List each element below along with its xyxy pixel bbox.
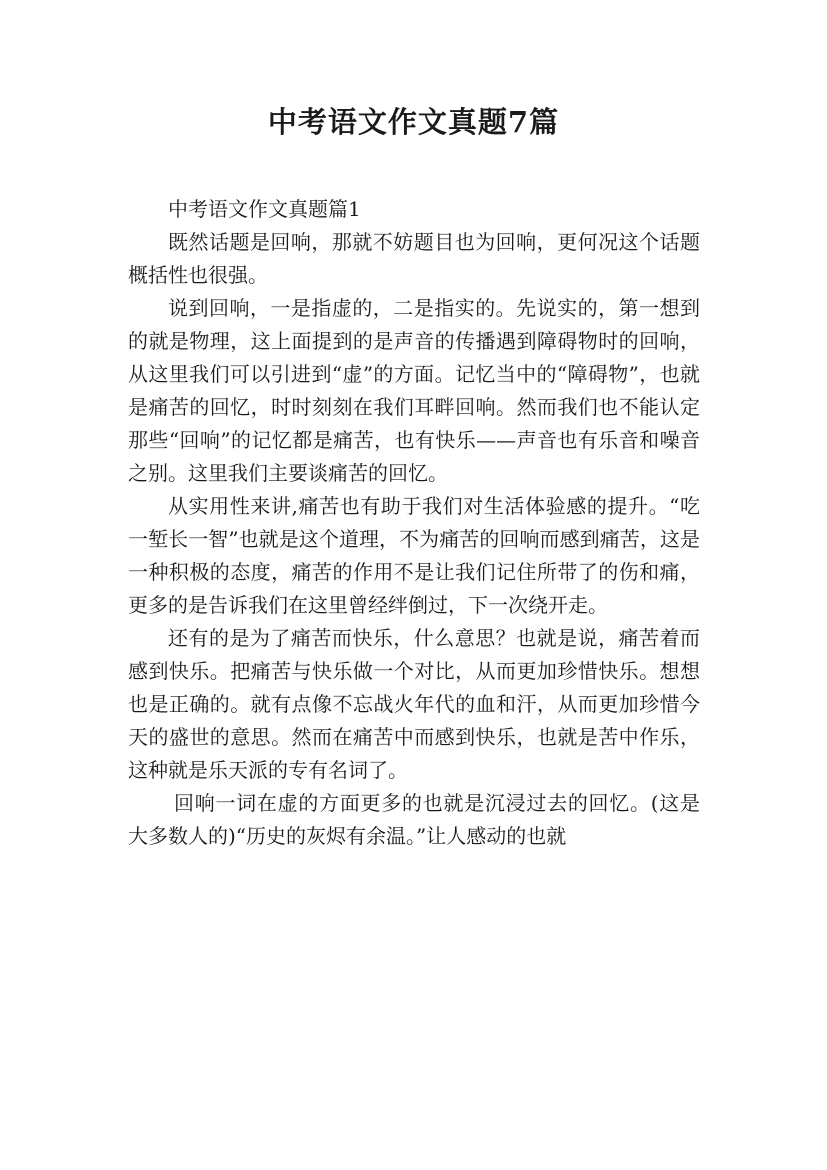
paragraph: 还有的是为了痛苦而快乐，什么意思？也就是说，痛苦着而感到快乐。把痛苦与快乐做一个对比，从而更加珍惜快乐。想想也是正确的。就有点像不忘战火年代的血和汗，从而更加珍惜今天的盛世的意思。然而在痛苦中而感到快乐，也就是苦中作乐，这种就是乐天派的专有名词了。 <box>128 626 700 782</box>
section-heading: 中考语文作文真题篇1 <box>168 197 361 221</box>
paragraph: 从实用性来讲,痛苦也有助于我们对生活体验感的提升。“吃一堑长一智”也就是这个道理，不为痛苦的回响而感到痛苦，这是一种积极的态度，痛苦的作用不是让我们记住所带了的伤和痛，更多的是告诉我们在这里曾经绊倒过，下一次绕开走。 <box>128 494 700 617</box>
paragraph: 说到回响，一是指虚的，二是指实的。先说实的，第一想到的就是物理，这上面提到的是声音的传播遇到障碍物时的回响，从这里我们可以引进到“虚”的方面。记忆当中的“障碍物”，也就是痛苦的回忆，时时刻刻在我们耳畔回响。然而我们也不能认定那些“回响”的记忆都是痛苦，也有快乐——声音也有乐音和噪音之别。这里我们主要谈痛苦的回忆。 <box>128 296 700 485</box>
document-title: 中考语文作文真题7篇 <box>267 105 560 139</box>
paragraph: 回响一词在虚的方面更多的也就是沉浸过去的回忆。(这是大多数人的)“历史的灰烬有余温。”让人感动的也就 <box>128 791 700 848</box>
paragraph: 既然话题是回响，那就不妨题目也为回响，更何况这个话题概括性也很强。 <box>128 230 700 287</box>
document-body <box>128 193 700 853</box>
